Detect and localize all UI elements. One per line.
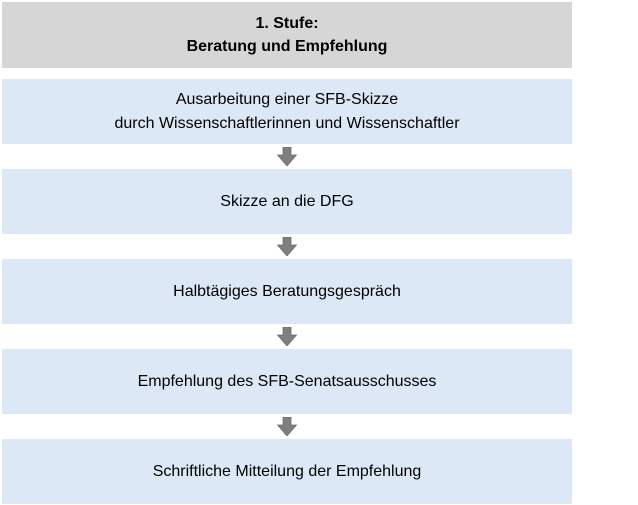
flow-diagram xyxy=(2,0,572,504)
connector-row xyxy=(2,414,572,439)
arrow-down-icon xyxy=(277,147,297,166)
flow-step-beratungsgespraech xyxy=(2,259,572,324)
flow-step-empfehlung-senatsausschuss xyxy=(2,349,572,414)
stage-header xyxy=(2,2,572,68)
stage-header-line1: 1. Stufe: xyxy=(255,15,319,32)
stage-header-line2: Beratung und Empfehlung xyxy=(186,38,388,55)
connector-row xyxy=(2,234,572,259)
arrow-down-icon xyxy=(277,237,297,256)
flow-step-schriftliche-mitteilung xyxy=(2,439,572,504)
flow-step-label: durch Wissenschaftlerinnen und Wissenschaftler xyxy=(114,114,460,132)
flow-step-label: Schriftliche Mitteilung der Empfehlung xyxy=(152,462,422,480)
flow-step-label: Skizze an die DFG xyxy=(220,192,354,210)
connector-row xyxy=(2,324,572,349)
connector-row xyxy=(2,144,572,169)
flow-step-skizze-ausarbeitung xyxy=(2,79,572,144)
flow-step-label: Empfehlung des SFB-Senatsausschusses xyxy=(137,372,437,390)
flow-step-label: Halbtägiges Beratungsgespräch xyxy=(173,282,401,300)
arrow-down-icon xyxy=(277,327,297,346)
arrow-down-icon xyxy=(277,417,297,436)
flow-step-label: Ausarbeitung einer SFB-Skizze xyxy=(175,90,399,108)
flow-step-skizze-an-dfg xyxy=(2,169,572,234)
